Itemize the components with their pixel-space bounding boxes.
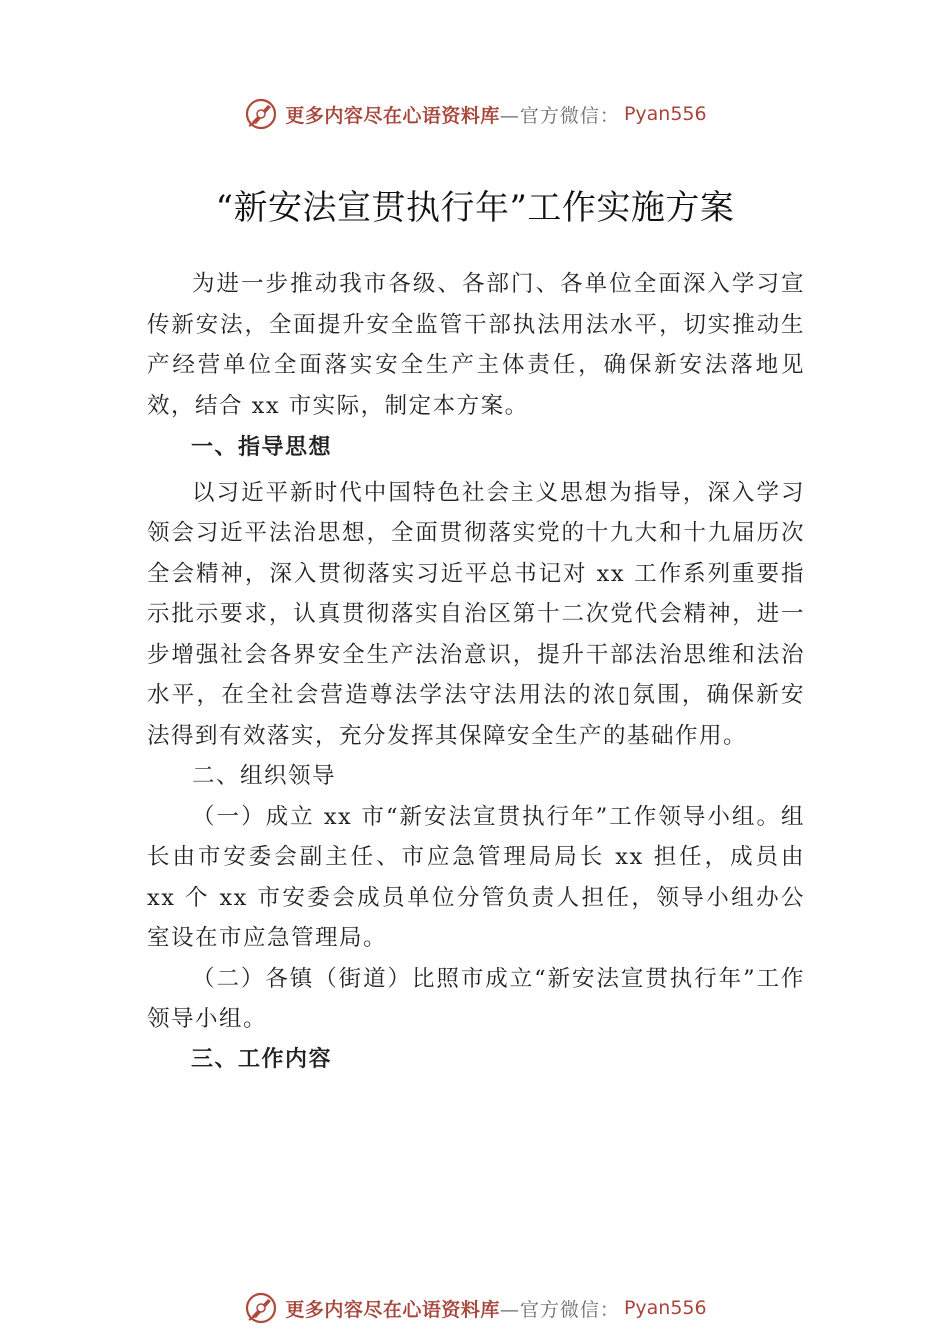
organization-item-1: （一）成立 xx 市“新安法宣贯执行年”工作领导小组。组长由市安委会副主任、市应急管理局局长 xx 担任，成员由 xx 个 xx 市安委会成员单位分管负责人担任，领导小组办公室设在市应急管理局。 [147, 803, 805, 951]
section-heading-work-content: 三、工作内容 [191, 1046, 333, 1072]
document-title: “新安法宣贯执行年”工作实施方案 [215, 188, 735, 228]
footer-banner [0, 1288, 950, 1328]
banner-brand: 更多内容尽在心语资料库 [285, 1298, 500, 1321]
section-heading-guiding-ideology: 一、指导思想 [191, 435, 333, 460]
banner-text [285, 101, 706, 128]
banner-middle: —官方微信： [499, 1298, 620, 1321]
section-heading-organization: 二、组织领导 [192, 763, 337, 789]
document-body [147, 264, 805, 1080]
organization-item-2: （二）各镇（街道）比照市成立“新安法宣贯执行年”工作领导小组。 [147, 965, 805, 1032]
banner-wechat-id: Pyan556 [623, 1297, 707, 1319]
banner-middle: —官方微信： [499, 104, 620, 127]
guiding-ideology-paragraph: 以习近平新时代中国特色社会主义思想为指导，深入学习领会习近平法治思想，全面贯彻落实党的十九大和十九届历次全会精神，深入贯彻落实习近平总书记对 xx 工作系列重要指示批示要求，认真贯彻落实自治区第十二次党代会精神，进一步增强社会各界安全生产法治意识，提升干部法治思维和法治水平，在全社会营造尊法学法守法用法的浓▯氛围，确保新安法得到有效落实，充分发挥其保障安全生产的基础作用。 [147, 479, 805, 749]
quill-pen-seal-icon [243, 96, 279, 132]
header-banner [0, 94, 950, 134]
quill-pen-seal-icon [243, 1290, 279, 1326]
banner-text [285, 1295, 706, 1322]
banner-wechat-id: Pyan556 [623, 103, 707, 125]
intro-paragraph: 为进一步推动我市各级、各部门、各单位全面深入学习宣传新安法，全面提升安全监管干部执法用法水平，切实推动生产经营单位全面落实安全生产主体责任，确保新安法落地见效，结合 xx 市实际，制定本方案。 [147, 271, 805, 419]
banner-brand: 更多内容尽在心语资料库 [285, 104, 500, 127]
